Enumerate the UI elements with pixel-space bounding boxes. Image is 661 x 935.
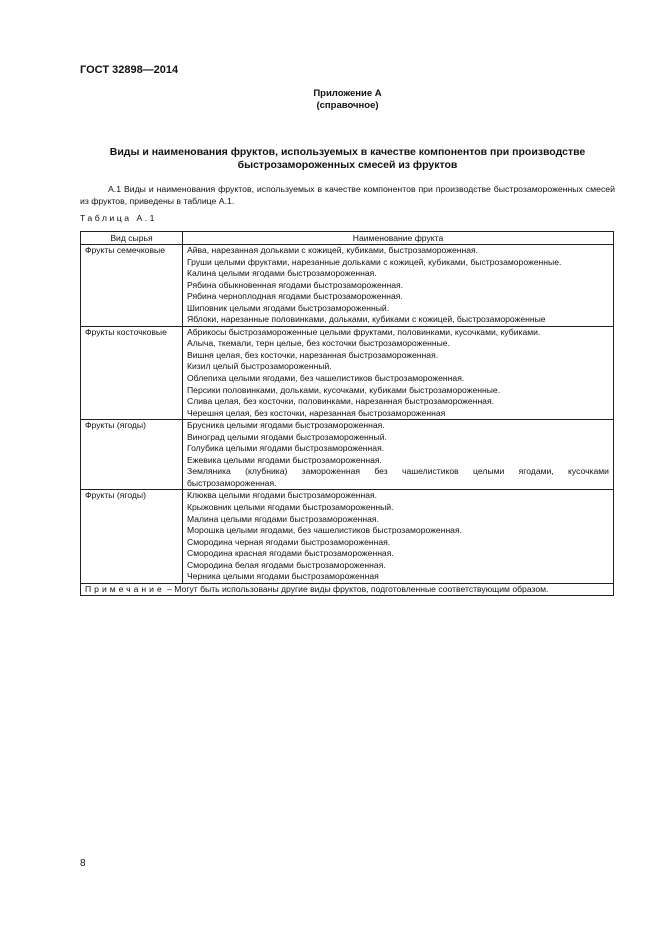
fruit-list-cell bbox=[183, 490, 614, 583]
table-row bbox=[81, 245, 614, 327]
table-body bbox=[81, 245, 614, 584]
fruit-item: Брусника целыми ягодами быстрозамороженная. bbox=[187, 420, 385, 431]
section-title-line2: быстрозамороженных смесей из фруктов bbox=[237, 158, 458, 171]
category-label: Фрукты семечковые bbox=[85, 245, 165, 255]
appendix-subtitle: (справочное) bbox=[316, 100, 379, 111]
fruit-item: Черешня целая, без косточки, нарезанная быстрозамороженная bbox=[187, 407, 446, 418]
fruit-item: Малина целыми ягодами быстрозамороженная. bbox=[187, 513, 379, 524]
page-number: 8 bbox=[80, 858, 86, 869]
fruit-item: Смородина белая ягодами быстрозамороженная. bbox=[187, 559, 386, 570]
category-label: Фрукты (ягоды) bbox=[85, 490, 146, 501]
fruit-item: Морошка целыми ягодами, без чашелистиков быстрозамороженная. bbox=[187, 525, 463, 536]
fruit-list-cell bbox=[183, 420, 614, 490]
note-label: Примечание bbox=[85, 583, 165, 594]
section-title bbox=[80, 146, 615, 171]
fruit-item: Айва, нарезанная дольками с кожицей, кубиками, быстрозамороженная. bbox=[187, 245, 479, 255]
column-header-raw-type: Вид сырья bbox=[81, 232, 183, 245]
fruit-item: Черника целыми ягодами быстрозамороженная bbox=[187, 571, 379, 582]
column-header-fruit-name: Наименование фрукта bbox=[183, 232, 614, 245]
fruit-list-cell bbox=[183, 326, 614, 419]
appendix-title: Приложение А bbox=[313, 88, 382, 99]
fruit-item: Облепиха целыми ягодами, без чашелистиков быстрозамороженная. bbox=[187, 373, 465, 384]
table-row bbox=[81, 326, 614, 419]
fruit-item: Слива целая, без косточки, половинками, нарезанная быстрозамороженная. bbox=[187, 396, 495, 407]
fruit-item: Персики половинками, дольками, кусочками, кубиками быстрозамороженные. bbox=[187, 384, 501, 395]
fruit-table bbox=[80, 231, 614, 596]
note-text: – Могут быть использованы другие виды фруктов, подготовленные соответствующим образом. bbox=[164, 583, 549, 594]
fruit-item: Рябина черноплодная ягодами быстрозамороженная. bbox=[187, 291, 403, 302]
fruit-item: Вишня целая, без косточки, нарезанная быстрозамороженная. bbox=[187, 349, 439, 360]
fruit-item: Абрикосы быстрозамороженные целыми фруктами, половинками, кусочками, кубиками. bbox=[187, 326, 541, 337]
category-cell bbox=[81, 326, 183, 419]
appendix-heading bbox=[80, 88, 615, 112]
table-note-row bbox=[81, 583, 614, 596]
table-caption: Таблица А.1 bbox=[80, 213, 158, 223]
fruit-item: Клюква целыми ягодами быстрозамороженная. bbox=[187, 490, 378, 501]
fruit-item: Голубика целыми ягодами быстрозамороженная. bbox=[187, 443, 385, 454]
fruit-item: Груши целыми фруктами, нарезанные дольками с кожицей, кубиками, быстрозамороженные. bbox=[187, 256, 562, 267]
table-row bbox=[81, 490, 614, 583]
category-label: Фрукты косточковые bbox=[85, 326, 167, 337]
intro-paragraph: А.1 Виды и наименования фруктов, используемых в качестве компонентов при производстве быстрозамороженных смесей из фруктов, приведены в таблице А.1. bbox=[80, 184, 615, 206]
fruit-item: Ежевика целыми ягодами быстрозамороженная. bbox=[187, 454, 382, 465]
fruit-item: Яблоки, нарезанные половинками, дольками, кубиками с кожицей, быстрозамороженные bbox=[187, 314, 546, 325]
fruit-item: Калина целыми ягодами быстрозамороженная. bbox=[187, 268, 377, 279]
category-cell bbox=[81, 245, 183, 327]
fruit-item: Смородина красная ягодами быстрозамороженная. bbox=[187, 548, 394, 559]
fruit-item: Алыча, ткемали, терн целые, без косточки быстрозамороженные. bbox=[187, 338, 450, 349]
category-cell bbox=[81, 420, 183, 490]
table-row bbox=[81, 420, 614, 490]
fruit-list-cell bbox=[183, 245, 614, 327]
category-cell bbox=[81, 490, 183, 583]
table-header-row bbox=[81, 232, 614, 245]
fruit-item: Крыжовник целыми ягодами быстрозамороженный. bbox=[187, 502, 394, 513]
fruit-item: Смородина черная ягодами быстрозамороженная. bbox=[187, 536, 391, 547]
fruit-item: Рябина обыкновенная ягодами быстрозамороженная. bbox=[187, 279, 404, 290]
fruit-item: Шиповник целыми ягодами быстрозамороженный. bbox=[187, 302, 390, 313]
fruit-item: Земляника (клубника) замороженная без чашелистиков целыми ягодами, кусочками быстрозамороженная. bbox=[187, 466, 609, 488]
fruit-item: Кизил целый быстрозамороженный. bbox=[187, 361, 332, 372]
table-note bbox=[81, 583, 614, 596]
section-title-line1: Виды и наименования фруктов, используемых в качестве компонентов при производстве bbox=[109, 146, 586, 158]
fruit-item: Виноград целыми ягодами быстрозамороженный. bbox=[187, 431, 387, 442]
document-header: ГОСТ 32898—2014 bbox=[80, 64, 179, 76]
category-label: Фрукты (ягоды) bbox=[85, 420, 146, 431]
